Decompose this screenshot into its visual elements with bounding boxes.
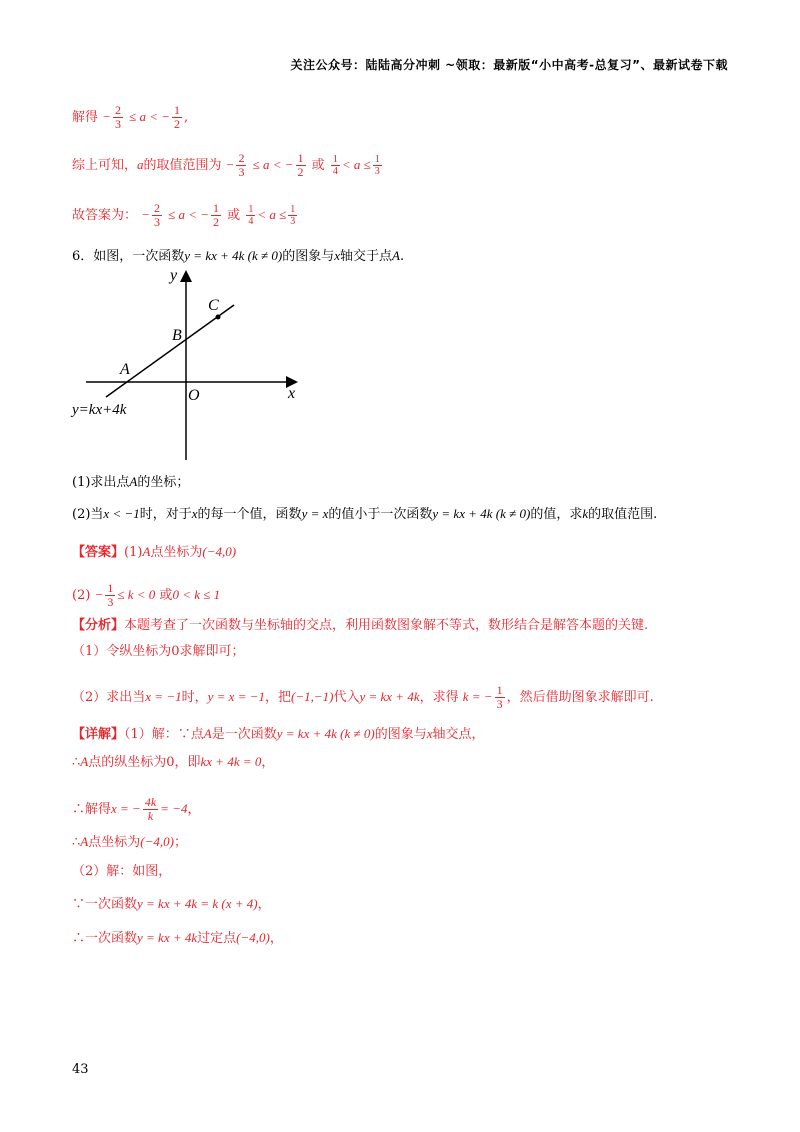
fraction: $\frac{2}{3}$ — [238, 151, 245, 179]
page-number: 43 — [72, 1062, 89, 1077]
fraction: $\frac{2}{3}$ — [153, 201, 160, 229]
detail-line-5: （2）解：如图， — [72, 864, 172, 879]
fraction: $\frac{1}{3}$ — [290, 204, 296, 227]
page-header: 关注公众号：陆陆高分冲刺 ~领取：最新版“小中高考-总复习”、最新试卷下载 — [290, 58, 728, 72]
y-axis-label: y — [170, 267, 178, 284]
analysis-line: 【分析】本题考查了一次函数与坐标轴的交点，利用函数图象解不等式，数形结合是解答本题的关键. — [72, 618, 649, 633]
point-a-label: A — [120, 361, 130, 378]
point-b-label: B — [172, 327, 182, 344]
solution-line-1: 解得 − $\frac{2}{3}$ ≤ a < − $\frac{1}{2}$ , — [72, 103, 189, 131]
detail-line-6: ∵一次函数y = kx + 4k = k (x + 4)， — [72, 896, 271, 912]
function-graph — [66, 262, 316, 462]
detail-line-3: ∴解得x = − $\frac{4k}{k}$ = −4， — [72, 795, 201, 823]
detail-line-2: ∴A点的纵坐标为0，即kx + 4k = 0， — [72, 754, 275, 770]
fraction: $\frac{1}{2}$ — [174, 103, 181, 131]
fraction: $\frac{1}{4}$ — [332, 154, 338, 177]
analysis-line-1: （1）令纵坐标为0求解即可； — [72, 644, 245, 659]
detail-line-7: ∴一次函数y = kx + 4k过定点(−4,0)， — [72, 930, 283, 946]
detail-line-4: ∴A点坐标为(−4,0)； — [72, 834, 187, 850]
line-equation-label: y=kx+4k — [72, 402, 127, 418]
detail-line-1: 【详解】（1）解：∵点A是一次函数y = kx + 4k (k ≠ 0)的图象与x轴交点， — [72, 726, 485, 742]
fraction: $\frac{1}{3}$ — [107, 581, 114, 609]
question-6: 6．如图，一次函数y = kx + 4k (k ≠ 0)的图象与x轴交于点A. — [72, 248, 405, 264]
function-line — [106, 305, 234, 397]
answer-line-2: (2) − $\frac{1}{3}$ ≤ k < 0 或0 < k ≤ 1 — [72, 581, 221, 609]
point-c-marker — [216, 315, 221, 320]
fraction: $\frac{1}{2}$ — [213, 201, 220, 229]
fraction: $\frac{1}{3}$ — [496, 683, 503, 711]
x-axis-label: x — [288, 385, 296, 402]
fraction: $\frac{2}{3}$ — [114, 103, 121, 131]
fraction: $\frac{1}{2}$ — [297, 151, 304, 179]
solution-line-3: 故答案为： − $\frac{2}{3}$ ≤ a < − $\frac{1}{2}$ 或 $\frac{1}{4}$ < a ≤ $\frac{1}{3}$ — [72, 201, 296, 229]
origin-label: O — [188, 387, 200, 404]
fraction: $\frac{4k}{k}$ — [144, 795, 157, 823]
sub-question-1: (1)求出点A的坐标； — [72, 474, 190, 490]
sub-question-2: (2)当x < −1时，对于x的每一个值，函数y = x的值小于一次函数y = kx + 4k (k ≠ 0)的值，求k的取值范围. — [72, 506, 658, 522]
fraction: $\frac{1}{3}$ — [374, 154, 380, 177]
analysis-line-2: （2）求出当x = −1时，y = x = −1，把(−1,−1)代入y = kx + 4k，求得 k = − $\frac{1}{3}$ ，然后借助图象求解即可. — [72, 683, 654, 711]
label: 解得 — [72, 110, 99, 125]
answer-line: 【答案】(1)A点坐标为(−4,0) — [72, 544, 237, 560]
point-c-label: C — [208, 297, 219, 314]
fraction: $\frac{1}{4}$ — [248, 204, 254, 227]
solution-line-2: 综上可知，a的取值范围为 − $\frac{2}{3}$ ≤ a < − $\frac{1}{2}$ 或 $\frac{1}{4}$ < a ≤ $\frac{1}{3}$ — [72, 151, 380, 179]
y-axis-arrow-icon — [180, 270, 192, 282]
